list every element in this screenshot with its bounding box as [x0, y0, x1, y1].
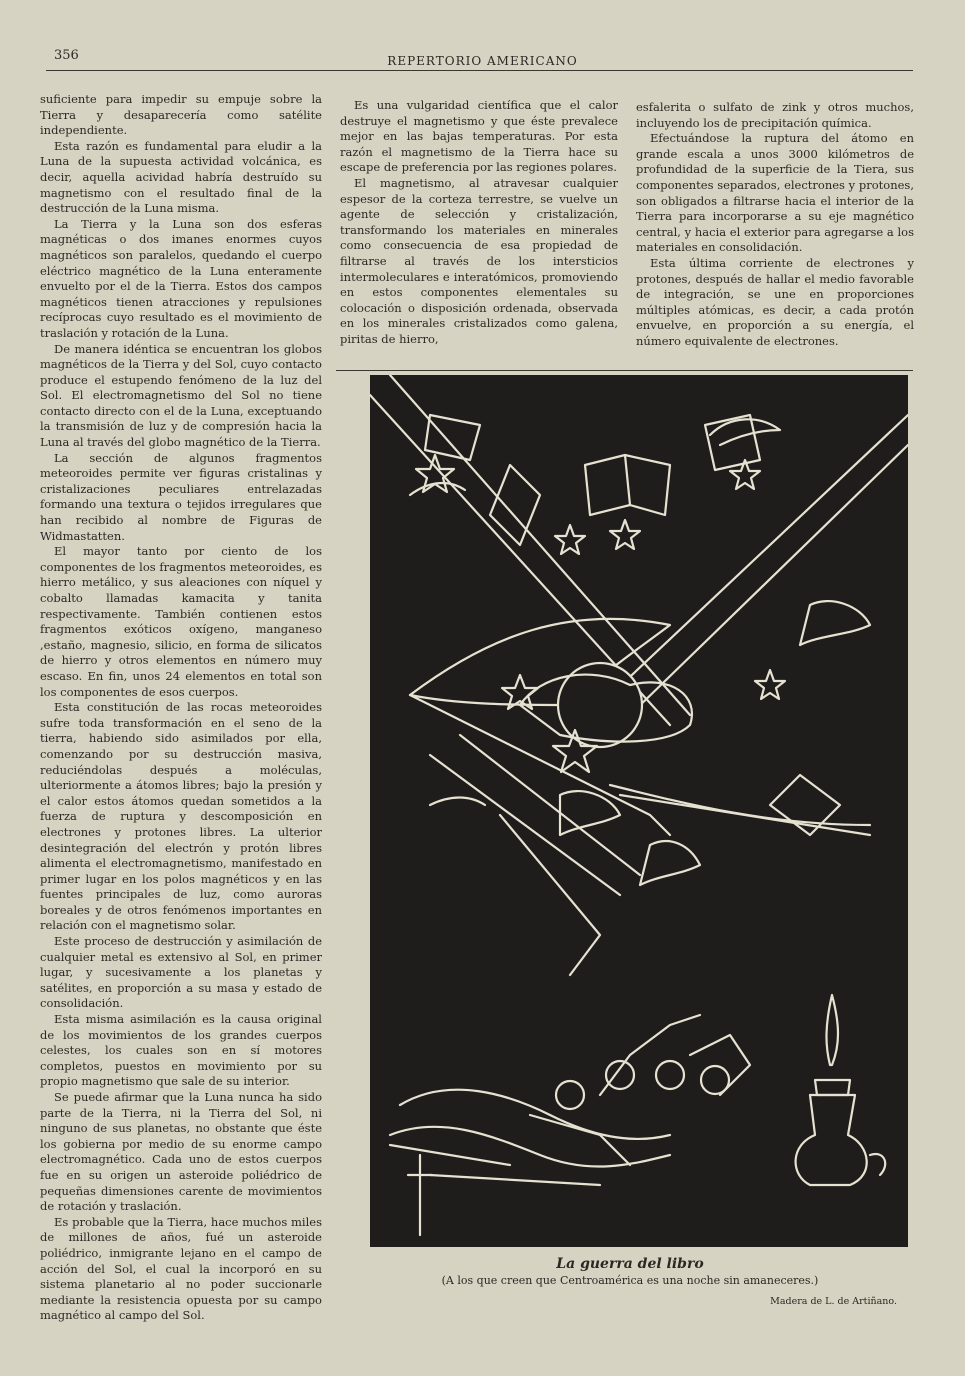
woodcut-illustration [370, 375, 908, 1247]
running-head: REPERTORIO AMERICANO [387, 54, 578, 68]
mid-rule [336, 370, 913, 371]
top-rule [46, 70, 913, 71]
column-2 [340, 98, 618, 348]
paragraph: Esta constitución de las rocas meteoroides sufre toda transformación en el seno de la tierra, habiendo sido asimilados por ella, comenzando por su destrucción masiva, reduciéndolas después a moléculas, ulteriormente a átomos libres; bajo la presión y el calor estos átomos quedan sometidos a la fuerza de ruptura y descomposición en electrones y protones libres. La ulterior desintegración del electrón y protón libres alimenta el electromagnetismo, manifestado en primer lugar en los polos magnéticos y en las fuentes principales de luz, como auroras boreales y de otros fenómenos importantes en relación con el magnetismo solar. [40, 700, 322, 933]
paragraph: Esta última corriente de electrones y protones, después de hallar el medio favorable de integración, se une en proporciones múltiples atómicas, es decir, a cada protón envuelve, en proporción a su energía, el número equivalente de electrones. [636, 255, 914, 348]
column-1 [40, 92, 322, 1324]
column-3 [636, 100, 914, 350]
paragraph: Efectuándose la ruptura del átomo en grande escala a unos 3000 kilómetros de profundidad de la superficie de la Tiera, sus componentes separados, electrones y protones, son obligados a filtrarse hacia el interior de la Tierra para incorporarse a su eje magnético central, y hacia el exterior para agregarse a los materiales en consolidación. [636, 131, 914, 255]
paragraph: Es una vulgaridad científica que el calor destruye el magnetismo y que éste prevalece mejor en las bajas temperaturas. Por esta razón el magnetismo de la Tierra hace su escape de preferencia por las regiones polares. [340, 98, 618, 175]
caption-subtitle: (A los que creen que Centroamérica es una noche sin amaneceres.) [441, 1274, 819, 1287]
paragraph: Esta misma asimilación es la causa original de los movimientos de los grandes cuerpos celestes, los cuales son en sí motores completos, puestos en movimiento por su propio magnetismo que sale de su interior. [40, 1012, 322, 1089]
paragraph: De manera idéntica se encuentran los globos magnéticos de la Tierra y del Sol, cuyo contacto produce el estupendo fenómeno de la luz del Sol. El electromagnetismo del Sol no tiene contacto directo con el de la Luna, exceptuando la transmisión de luz y de compresión hacia la Luna al través del globo magnético de la Tierra. [40, 341, 322, 450]
paragraph: El magnetismo, al atravesar cualquier espesor de la corteza terrestre, se vuelve un agente de selección y cristalización, transformando los materiales en minerales como consecuencia de esa propiedad de filtrarse al través de los intersticios intermoleculares e interatómicos, promoviendo en estos componentes elementales su colocación o disposición ordenada, observada en los minerales cristalizados como galena, piritas de hierro, [340, 175, 618, 346]
paragraph: La Tierra y la Luna son dos esferas magnéticas o dos imanes enormes cuyos magnéticos son paralelos, quedando el cuerpo eléctrico magnético de la Luna enteramente envuelto por el de la Tierra. Estos dos campos magnéticos tienen atracciones y repulsiones recíprocas cuyo resultado es el movimiento de traslación y rotación de la Luna. [40, 216, 322, 340]
paragraph: esfalerita o sulfato de zink y otros muchos, incluyendo los de precipitación química. [636, 100, 914, 130]
paragraph: El mayor tanto por ciento de los componentes de los fragmentos meteoroides, es hierro metálico, y sus aleaciones con níquel y cobalto llamadas kamacita y tanita respectivamente. También contienen estos fragmentos exóticos oxígeno, manganeso ,estaño, magnesio, silicio, en forma de silicatos de hierro y otros elementos en número muy escaso. En fin, unos 24 elementos en total son los componentes de esos cuerpos. [40, 544, 322, 699]
illustration-credit: Madera de L. de Artiñano. [770, 1296, 897, 1307]
paragraph: La sección de algunos fragmentos meteoroides permite ver figuras cristalinas y cristalizaciones peculiares entrelazadas formando una textura o tejidos irregulares que han recibido al nombre de Figuras de Widmastatten. [40, 450, 322, 543]
paragraph: Este proceso de destrucción y asimilación de cualquier metal es extensivo al Sol, en primer lugar, y sucesivamente a los planetas y satélites, en proporción a su masa y estado de consolidación. [40, 934, 322, 1011]
woodcut-background [370, 375, 908, 1247]
caption-title: La guerra del libro [556, 1256, 704, 1272]
paragraph: suficiente para impedir su empuje sobre la Tierra y desaparecería como satélite independiente. [40, 92, 322, 138]
page-number: 356 [54, 48, 79, 63]
paragraph: Es probable que la Tierra, hace muchos miles de millones de años, fué un asteroide poliédrico, inmigrante lejano en el campo de acción del Sol, el cual la incorporó en su sistema planetario al no poder succionarle mediante la resistencia opuesta por su campo magnético al campo del Sol. [40, 1214, 322, 1323]
paragraph: Esta razón es fundamental para eludir a la Luna de la supuesta actividad volcánica, es decir, aquella acividad habría destruído su magnetismo con el resultado final de la destrucción de la Luna misma. [40, 138, 322, 216]
paragraph: Se puede afirmar que la Luna nunca ha sido parte de la Tierra, ni la Tierra del Sol, ni ninguno de sus planetas, no obstante que éste los gobierna por medio de su enorme campo electromagnético. Cada uno de estos cuerpos fue en su origen un asteroide poliédrico de pequeñas dimensiones carente de movimientos de rotación y traslación. [40, 1090, 322, 1214]
